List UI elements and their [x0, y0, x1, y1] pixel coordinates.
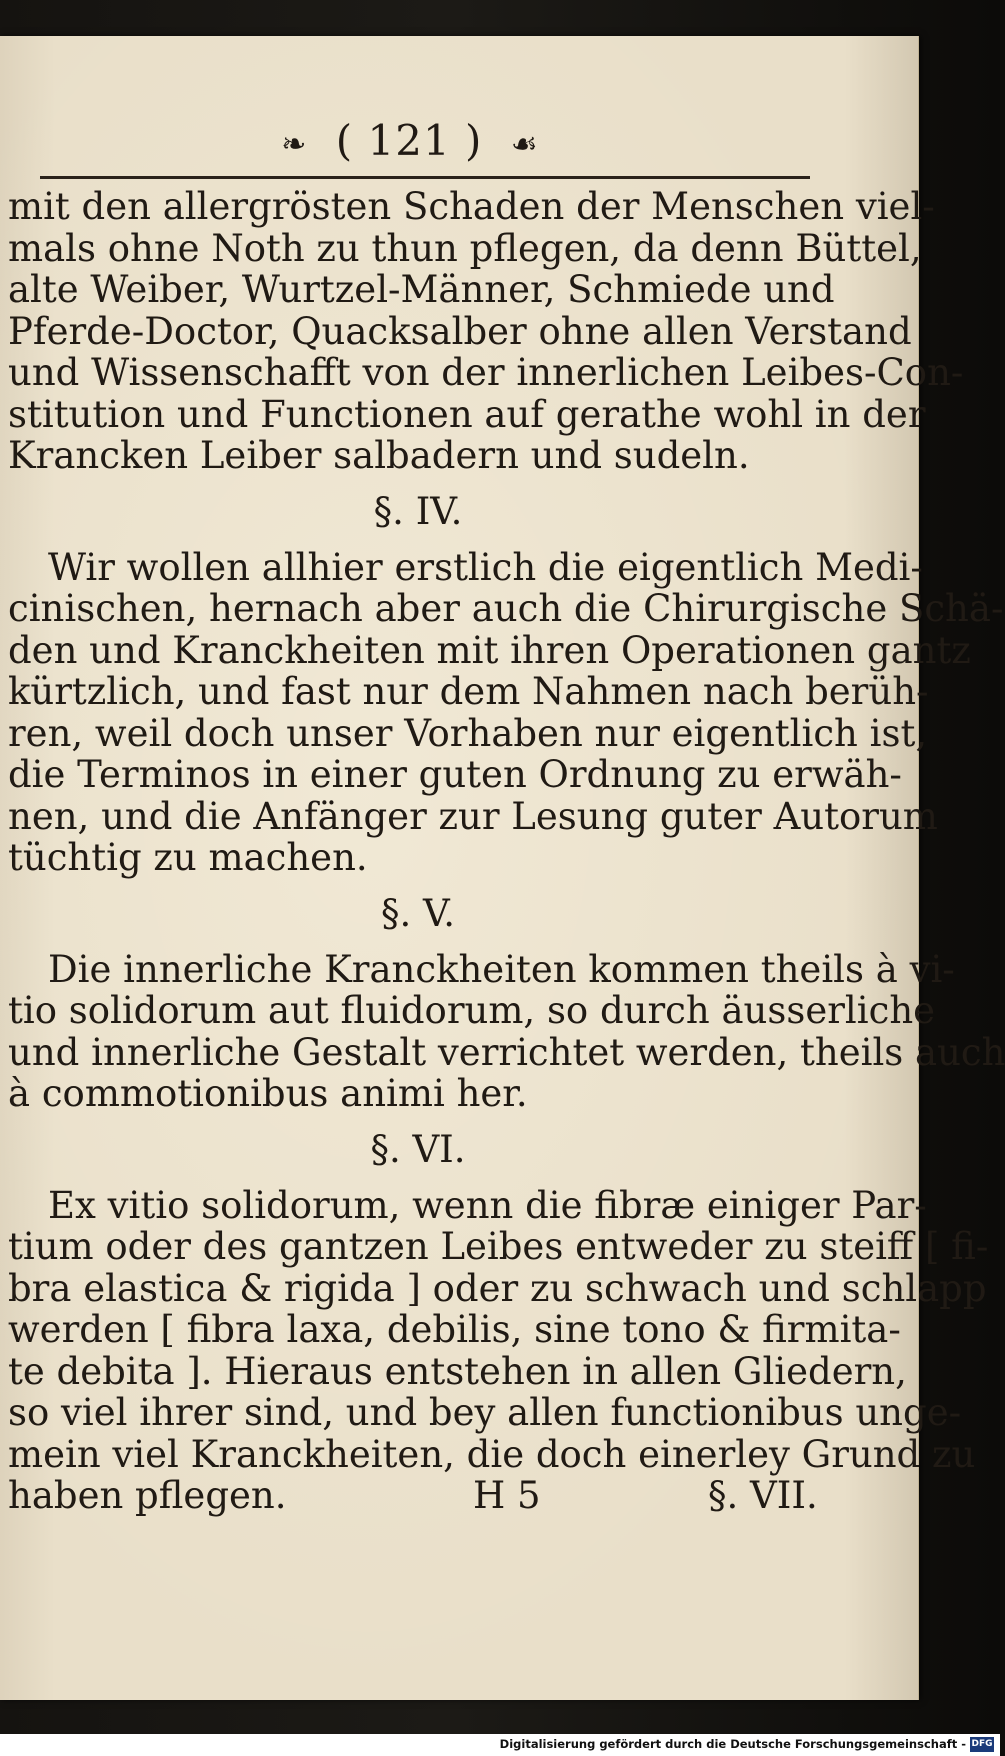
page-content — [0, 36, 1005, 1700]
section-heading-v: §. V. — [380, 891, 456, 935]
digitization-footer — [0, 1734, 1000, 1756]
text-line: Ex vitio solidorum, wenn die fibræ einiger Par- — [48, 1183, 927, 1227]
signature-mark: H 5 — [473, 1474, 541, 1517]
text-line: Krancken Leiber salbadern und sudeln. — [8, 434, 750, 477]
footer-credit: Digitalisierung gefördert durch die Deutsche Forschungsgemeinschaft - — [499, 1737, 966, 1751]
section-iv-paragraph — [8, 545, 1004, 879]
text-line: mit den allergrösten Schaden der Menschen viel- — [8, 185, 935, 228]
text-line: den und Kranckheiten mit ihren Operationen gantz — [8, 628, 971, 672]
text-line: haben pflegen. — [8, 1474, 287, 1517]
text-line: à commotionibus animi her. — [8, 1072, 528, 1115]
text-line: tio solidorum aut fluidorum, so durch äusserliche — [8, 989, 936, 1032]
section-vi-paragraph — [8, 1183, 989, 1517]
left-ornament-icon: ❧ — [281, 126, 308, 162]
book-page — [0, 36, 1005, 1700]
catchword: §. VII. — [708, 1474, 818, 1517]
running-header — [0, 116, 820, 165]
text-line: Pferde-Doctor, Quacksalber ohne allen Verstand — [8, 309, 912, 353]
text-line: cinischen, hernach aber auch die Chirurgische Schä- — [8, 587, 1004, 630]
text-line: stitution und Functionen auf gerathe wohl in der — [8, 392, 926, 436]
intro-paragraph — [8, 185, 964, 477]
text-line: und innerliche Gestalt verrichtet werden, theils auch — [8, 1030, 1005, 1074]
text-line: nen, und die Anfänger zur Lesung guter Autorum — [8, 794, 938, 838]
text-line: bra elastica & rigida ] oder zu schwach und schlapp — [8, 1266, 987, 1310]
text-line: mals ohne Noth zu thun pflegen, da denn Büttel, — [8, 226, 922, 270]
final-line — [8, 1475, 828, 1517]
text-line: Die innerliche Kranckheiten kommen theils à vi- — [48, 947, 955, 991]
section-heading-vi: §. VI. — [370, 1127, 466, 1171]
text-line: Wir wollen allhier erstlich die eigentlich Medi- — [48, 545, 923, 589]
text-line: tüchtig zu machen. — [8, 836, 368, 879]
text-line: werden [ fibra laxa, debilis, sine tono & firmita- — [8, 1308, 901, 1351]
text-line: tium oder des gantzen Leibes entweder zu steiff [ fi- — [8, 1225, 989, 1268]
text-line: und Wissenschafft von der innerlichen Leibes-Con- — [8, 351, 964, 394]
section-v-paragraph — [8, 947, 1005, 1115]
dfg-logo: DFG — [970, 1737, 994, 1752]
right-ornament-icon: ☙ — [510, 126, 539, 162]
text-line: alte Weiber, Wurtzel-Männer, Schmiede und — [8, 268, 835, 311]
header-rule — [40, 176, 810, 179]
text-line: ren, weil doch unser Vorhaben nur eigentlich ist, — [8, 711, 928, 755]
body-text — [8, 185, 1005, 1517]
text-line: te debita ]. Hieraus entstehen in allen Gliedern, — [8, 1349, 907, 1393]
text-line: so viel ihrer sind, und bey allen functionibus unge- — [8, 1391, 962, 1434]
text-line: die Terminos in einer guten Ordnung zu erwäh- — [8, 753, 902, 796]
text-line: mein viel Kranckheiten, die doch einerley Grund zu — [8, 1432, 976, 1476]
section-heading-iv: §. IV. — [373, 489, 463, 533]
text-line: kürtzlich, und fast nur dem Nahmen nach berüh- — [8, 670, 929, 713]
page-number: ( 121 ) — [335, 116, 483, 165]
